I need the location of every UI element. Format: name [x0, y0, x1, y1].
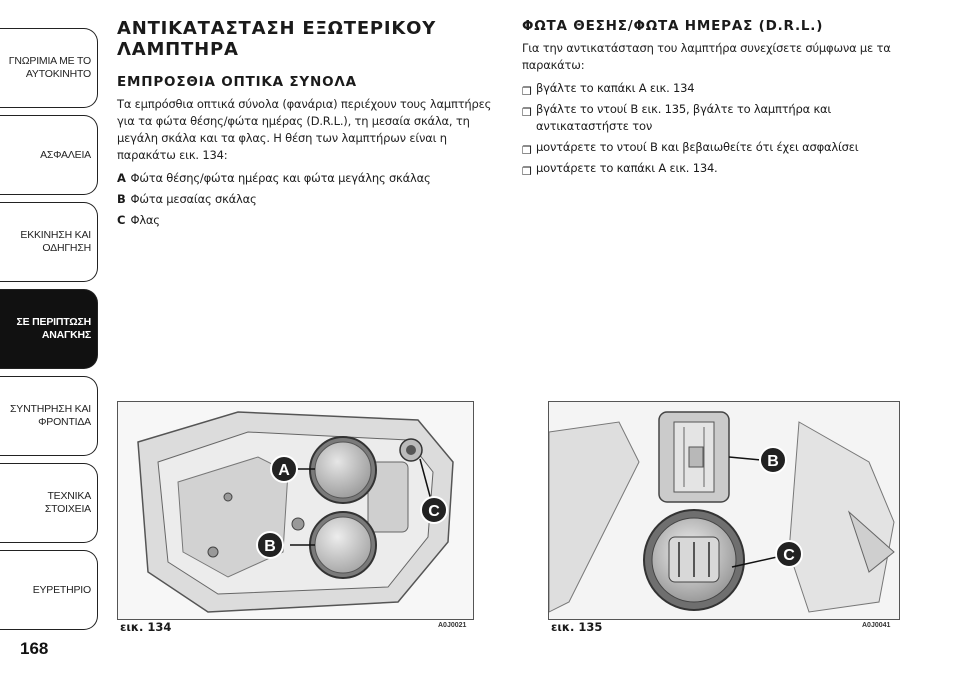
steps-list [522, 80, 922, 177]
callout-b [257, 532, 283, 558]
list-item [522, 80, 922, 97]
legend-key: C [117, 213, 126, 227]
callout-c [776, 541, 802, 567]
step-text: μοντάρετε το ντουί B και βεβαιωθείτε ότι έχει ασφαλίσει [536, 140, 859, 154]
tab-label: ΕΚΚΙΝΗΣΗ ΚΑΙ ΟΔΗΓΗΣΗ [20, 229, 91, 254]
tab-index[interactable] [0, 550, 98, 630]
tab-technical-data[interactable] [0, 463, 98, 543]
checkbox-icon: ❒ [522, 144, 532, 157]
tab-label: ΣΥΝΤΗΡΗΣΗ ΚΑΙ ΦΡΟΝΤΙΔΑ [10, 403, 91, 428]
callout-a [271, 456, 297, 482]
section-title: ΦΩΤΑ ΘΕΣΗΣ/ΦΩΤΑ ΗΜΕΡΑΣ (D.R.L.) [522, 18, 824, 34]
callout-c [421, 497, 447, 523]
tab-emergency[interactable] [0, 289, 98, 369]
figure-135 [548, 401, 900, 620]
left-column [117, 18, 497, 231]
tab-label: ΓΝΩΡΙΜΙΑ ΜΕ ΤΟ ΑΥΤΟΚΙΝΗΤΟ [8, 55, 91, 80]
tab-maintenance[interactable] [0, 376, 98, 456]
step-text: μοντάρετε το καπάκι A εικ. 134. [536, 161, 718, 175]
callout-label: A [278, 462, 290, 479]
figure-code: A0J0021 [438, 622, 467, 629]
callout-label: B [767, 453, 779, 470]
callout-label: C [428, 503, 440, 520]
legend-list [117, 168, 497, 231]
tab-label: ΕΥΡΕΤΗΡΙΟ [32, 583, 91, 596]
tab-getting-to-know-car[interactable] [0, 28, 98, 108]
figure-caption: εικ. 134 [120, 620, 172, 634]
legend-text: Φλας [130, 213, 160, 227]
list-item [522, 139, 922, 156]
legend-key: B [117, 192, 126, 206]
callout-label: C [783, 547, 795, 564]
callout-label: B [264, 538, 276, 555]
tab-label: ΣΕ ΠΕΡΙΠΤΩΣΗ ΑΝΑΓΚΗΣ [16, 316, 91, 341]
step-text: βγάλτε το καπάκι A εικ. 134 [536, 81, 695, 95]
page-number: 168 [20, 639, 49, 658]
section-subtitle: ΕΜΠΡΟΣΘΙΑ ΟΠΤΙΚΑ ΣΥΝΟΛΑ [117, 74, 357, 90]
legend-item [117, 210, 497, 231]
checkbox-icon: ❒ [522, 85, 532, 98]
checkbox-icon: ❒ [522, 106, 532, 119]
figure-caption: εικ. 135 [551, 620, 603, 634]
callout-b [760, 447, 786, 473]
tab-label: ΑΣΦΑΛΕΙΑ [40, 148, 91, 161]
intro-paragraph: Για την αντικατάσταση του λαμπτήρα συνεχίσετε σύμφωνα με τα παρακάτω: [522, 41, 891, 72]
tab-label: ΤΕΧΝΙΚΑ ΣΤΟΙΧΕΙΑ [44, 490, 91, 515]
checkbox-icon: ❒ [522, 165, 532, 178]
figure-code: A0J0041 [862, 622, 891, 629]
section-title: ΑΝΤΙΚΑΤΑΣΤΑΣΗ ΕΞΩΤΕΡΙΚΟΥ ΛΑΜΠΤΗΡΑ [117, 18, 437, 60]
figure-134 [117, 401, 474, 620]
list-item [522, 101, 922, 135]
legend-key: A [117, 171, 126, 185]
legend-item [117, 168, 497, 189]
right-column [522, 18, 922, 181]
bulb-holder-illustration [549, 402, 899, 619]
body-paragraph: Τα εμπρόσθια οπτικά σύνολα (φανάρια) περιέχουν τους λαμπτήρες για τα φώτα θέσης/φώτα ημέρας (D.R.L.), τη μεσαία σκάλα, τη μεγάλη σκάλα και τα φλας. Η θέση των λαμπτήρων είναι η παρακάτω εικ. 134: [117, 97, 492, 162]
legend-text: Φώτα μεσαίας σκάλας [130, 192, 257, 206]
legend-item [117, 189, 497, 210]
tab-starting-driving[interactable] [0, 202, 98, 282]
headlamp-illustration [118, 402, 473, 619]
legend-text: Φώτα θέσης/φώτα ημέρας και φώτα μεγάλης σκάλας [130, 171, 431, 185]
list-item [522, 160, 922, 177]
tab-safety[interactable] [0, 115, 98, 195]
step-text: βγάλτε το ντουί B εικ. 135, βγάλτε το λαμπτήρα και αντικαταστήστε τον [536, 102, 832, 133]
